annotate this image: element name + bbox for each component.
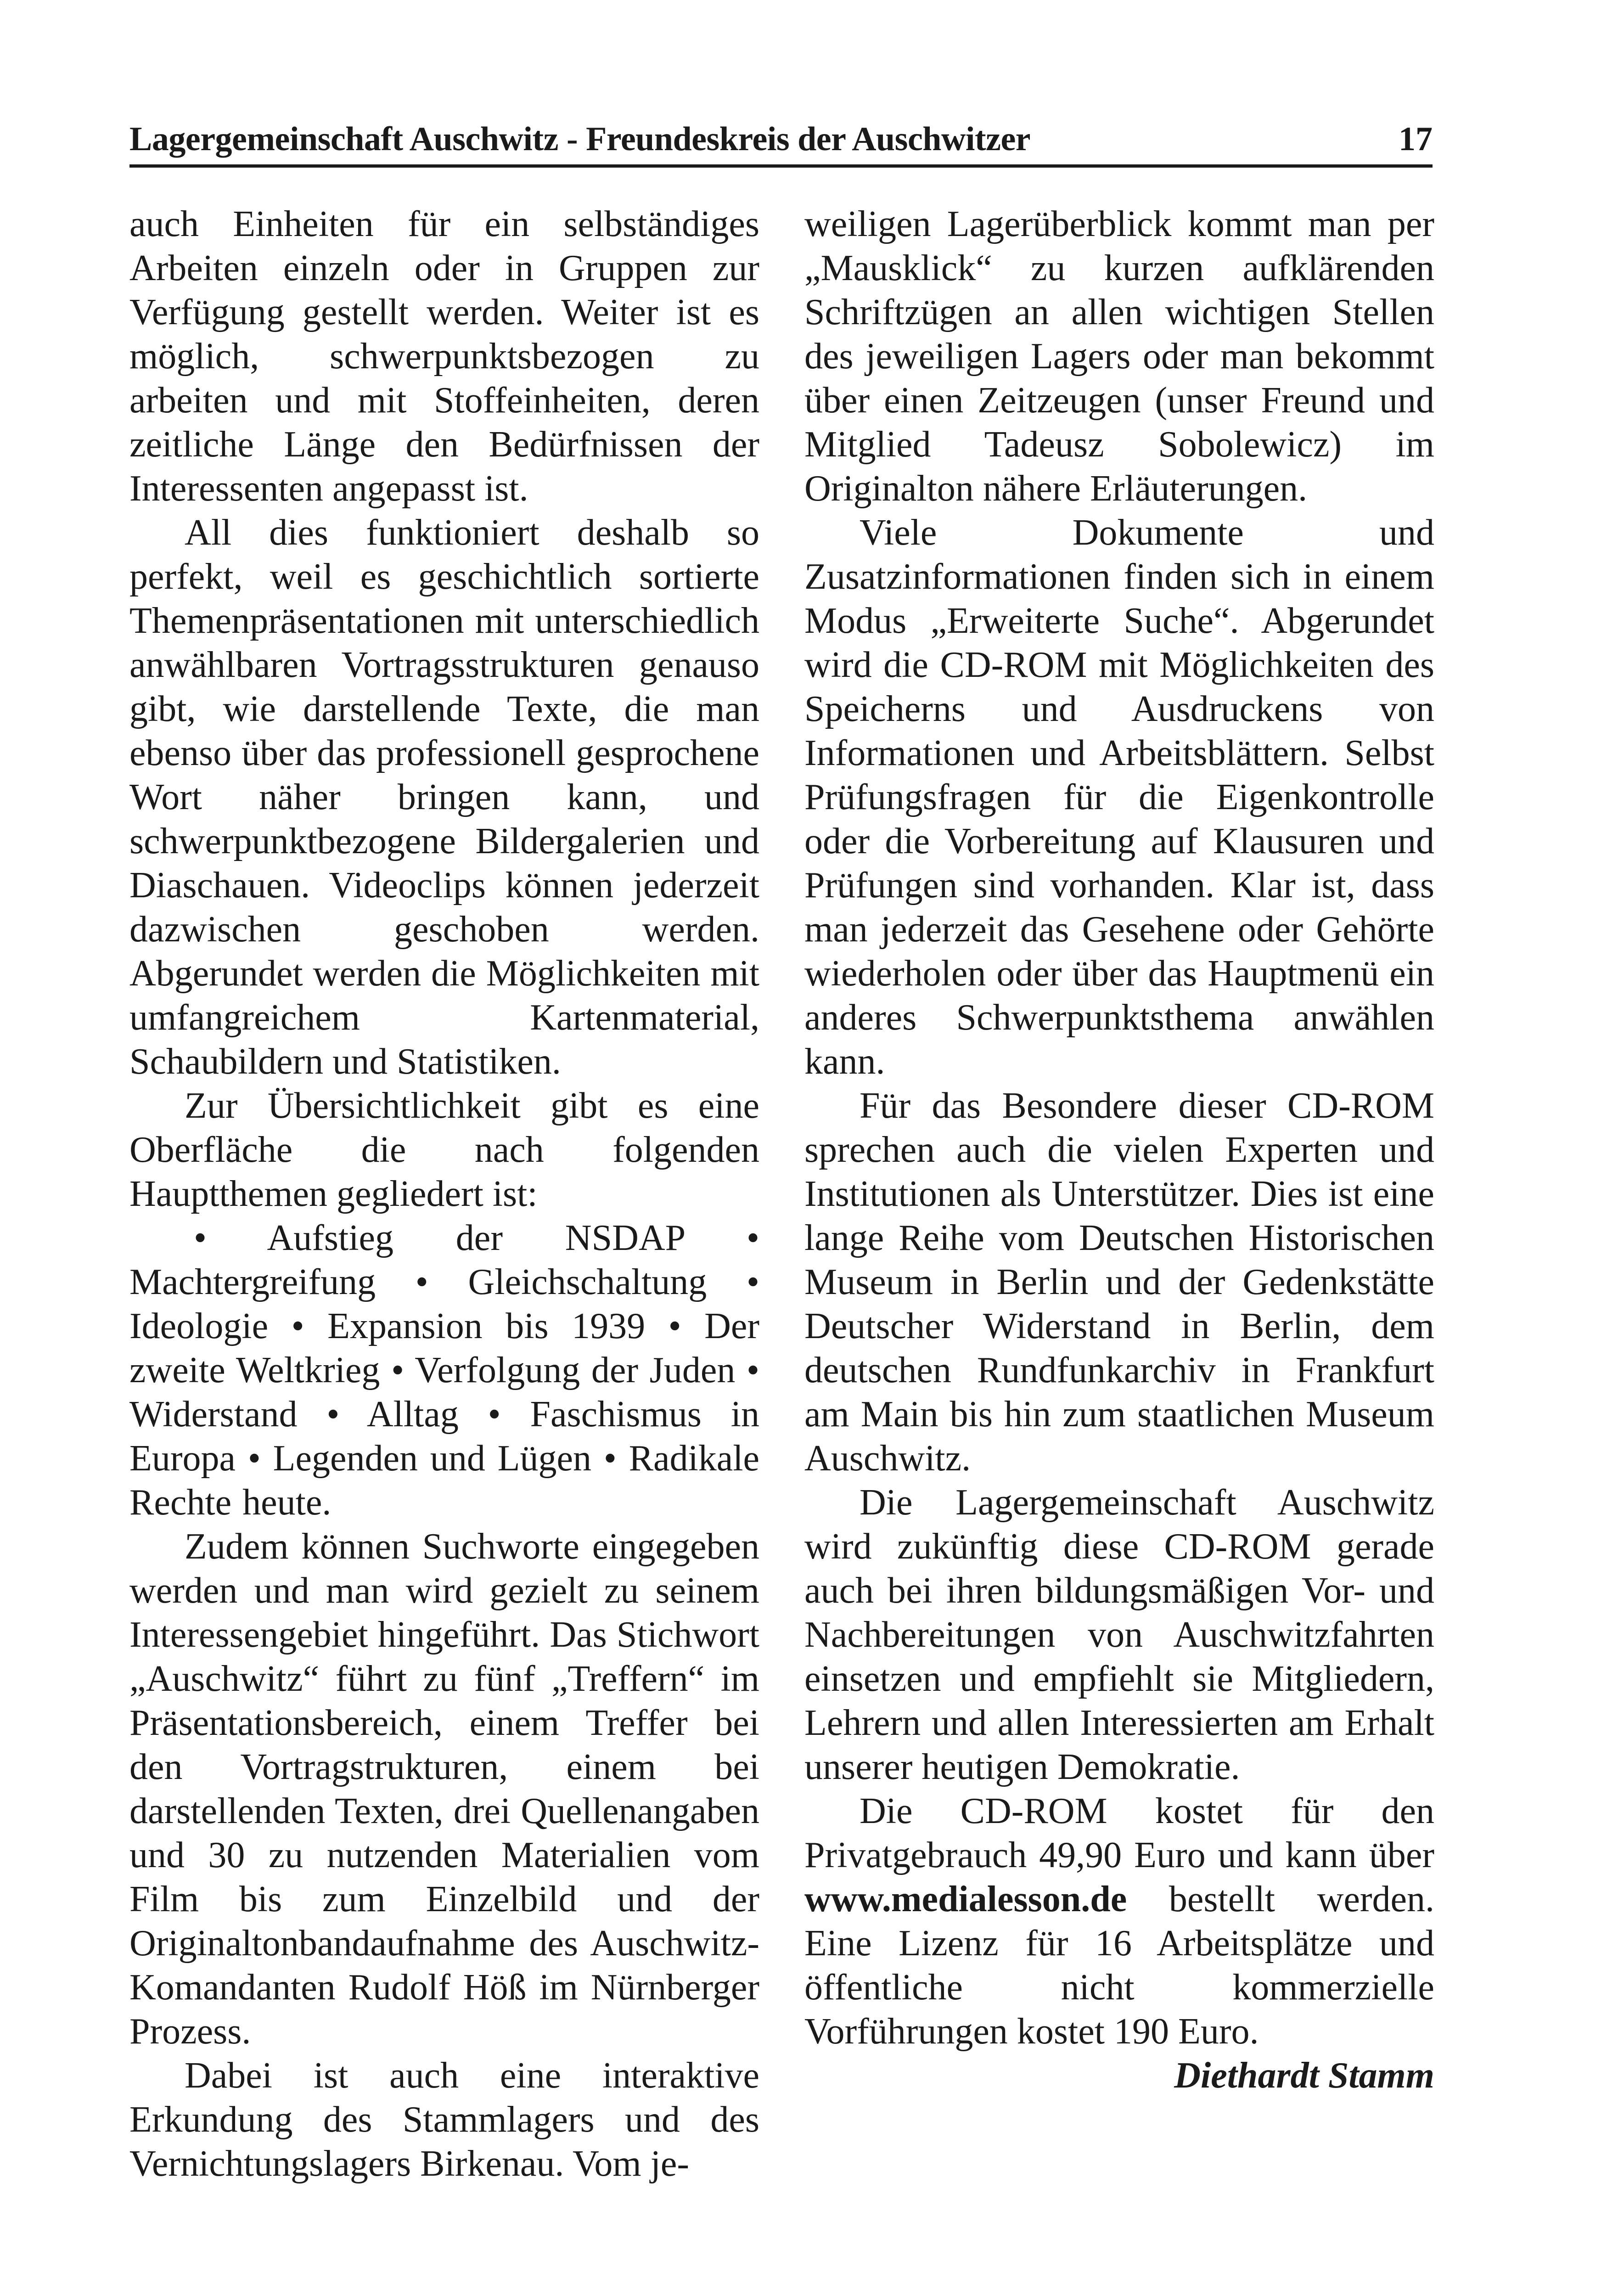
pricing-text-end: bestellt werden. Eine Lizenz für 16 Arbeitsplätze und öffentliche nicht kommerzielle Vorführungen kostet 190 Euro. [804,1879,1434,2052]
paragraph-camp-overview: weiligen Lagerüberblick kommt man per „Mausklick“ zu kurzen aufklärenden Schriftzügen an allen wichtigen Stellen des jeweiligen Lagers oder man bekommt über einen Zeitzeugen (unser Freund und Mitglied Tadeusz Sobolewicz) im Originalton nähere Erläuterungen. [804,204,1434,509]
paragraph-usage: Die Lagergemeinschaft Auschwitz wird zukünftig diese CD-ROM gerade auch bei ihren bildungsmäßigen Vor- und Nachbereitungen von Auschwitzfahrten einsetzen und empfiehlt sie Mitgliedern, Lehrern und allen Interessierten am Erhalt unserer heutigen Demokratie. [804,1482,1434,1787]
website-link[interactable]: www.medialesson.de [804,1879,1127,1919]
paragraph-pricing [804,1789,1434,2054]
author-signature: Diethardt Stamm [1174,2055,1434,2096]
paragraph-documents: Viele Dokumente und Zusatzinformationen finden sich in einem Modus „Erweiterte Suche“. Abgerundet wird die CD-ROM mit Möglichkeiten des Speicherns und Ausdruckens von Informationen und Arbeitsblättern. Selbst Prüfungsfragen für die Eigenkontrolle oder die Vorbereitung auf Klausuren und Prüfungen sind vorhanden. Klar ist, dass man jederzeit das Gesehene oder Gehörte wiederholen oder über das Hauptmenü ein anderes Schwerpunktsthema anwählen kann. [804,512,1434,1082]
left-column [129,202,759,2186]
publication-title: Lagergemeinschaft Auschwitz - Freundeskreis der Auschwitzer [129,120,1031,158]
pricing-text-start: Die CD-ROM kostet für den Privatgebrauch 49,90 Euro und kann über [804,1791,1434,1875]
running-header [129,118,1433,169]
paragraph-features: All dies funktioniert deshalb so perfekt, weil es geschichtlich sortierte Themenpräsentationen mit unterschiedlich anwählbaren Vortragsstrukturen genauso gibt, wie darstellende Texte, die man ebenso über das professionell gesprochene Wort näher bringen kann, und schwerpunktbezogene Bildergalerien und Diaschauen. Videoclips können jederzeit dazwischen geschoben werden. Abgerundet werden die Möglichkeiten mit umfangreichem Kartenmaterial, Schaubildern und Statistiken. [129,512,759,1082]
paragraph-exploration: Dabei ist auch eine interaktive Erkundung des Stammlagers und des Vernichtungslagers Birkenau. Vom je- [129,2055,759,2184]
paragraph-overview: Zur Übersichtlichkeit gibt es eine Oberfläche die nach folgenden Hauptthemen gegliedert ist: [129,1086,759,1214]
header-divider [129,164,1433,168]
page-number: 17 [1399,120,1433,158]
paragraph-topic-list: • Aufstieg der NSDAP • Machtergreifung • Gleichschaltung • Ideologie • Expansion bis 1939 • Der zweite Weltkrieg • Verfolgung der Juden • Widerstand • Alltag • Faschismus in Europa • Legenden und Lügen • Radikale Rechte heute. [129,1218,759,1523]
paragraph-search: Zudem können Suchworte eingegeben werden und man wird gezielt zu seinem Interessengebiet hingeführt. Das Stichwort „Auschwitz“ führt zu fünf „Treffern“ im Präsentationsbereich, einem Treffer bei den Vortragstrukturen, einem bei darstellenden Texten, drei Quellenangaben und 30 zu nutzenden Materialien vom Film bis zum Einzelbild und der Originaltonbandaufnahme des Auschwitz-Komandanten Rudolf Höß im Nürnberger Prozess. [129,1526,759,2052]
right-column [804,202,1434,2098]
paragraph-supporters: Für das Besondere dieser CD-ROM sprechen auch die vielen Experten und Institutionen als Unterstützer. Dies ist eine lange Reihe vom Deutschen Historischen Museum in Berlin und der Gedenkstätte Deutscher Widerstand in Berlin, dem deutschen Rundfunkarchiv in Frankfurt am Main bis hin zum staatlichen Museum Auschwitz. [804,1086,1434,1479]
paragraph-continuation: auch Einheiten für ein selbständiges Arbeiten einzeln oder in Gruppen zur Verfügung gestellt werden. Weiter ist es möglich, schwerpunktsbezogen zu arbeiten und mit Stoffeinheiten, deren zeitliche Länge den Bedürfnissen der Interessenten angepasst ist. [129,204,759,509]
